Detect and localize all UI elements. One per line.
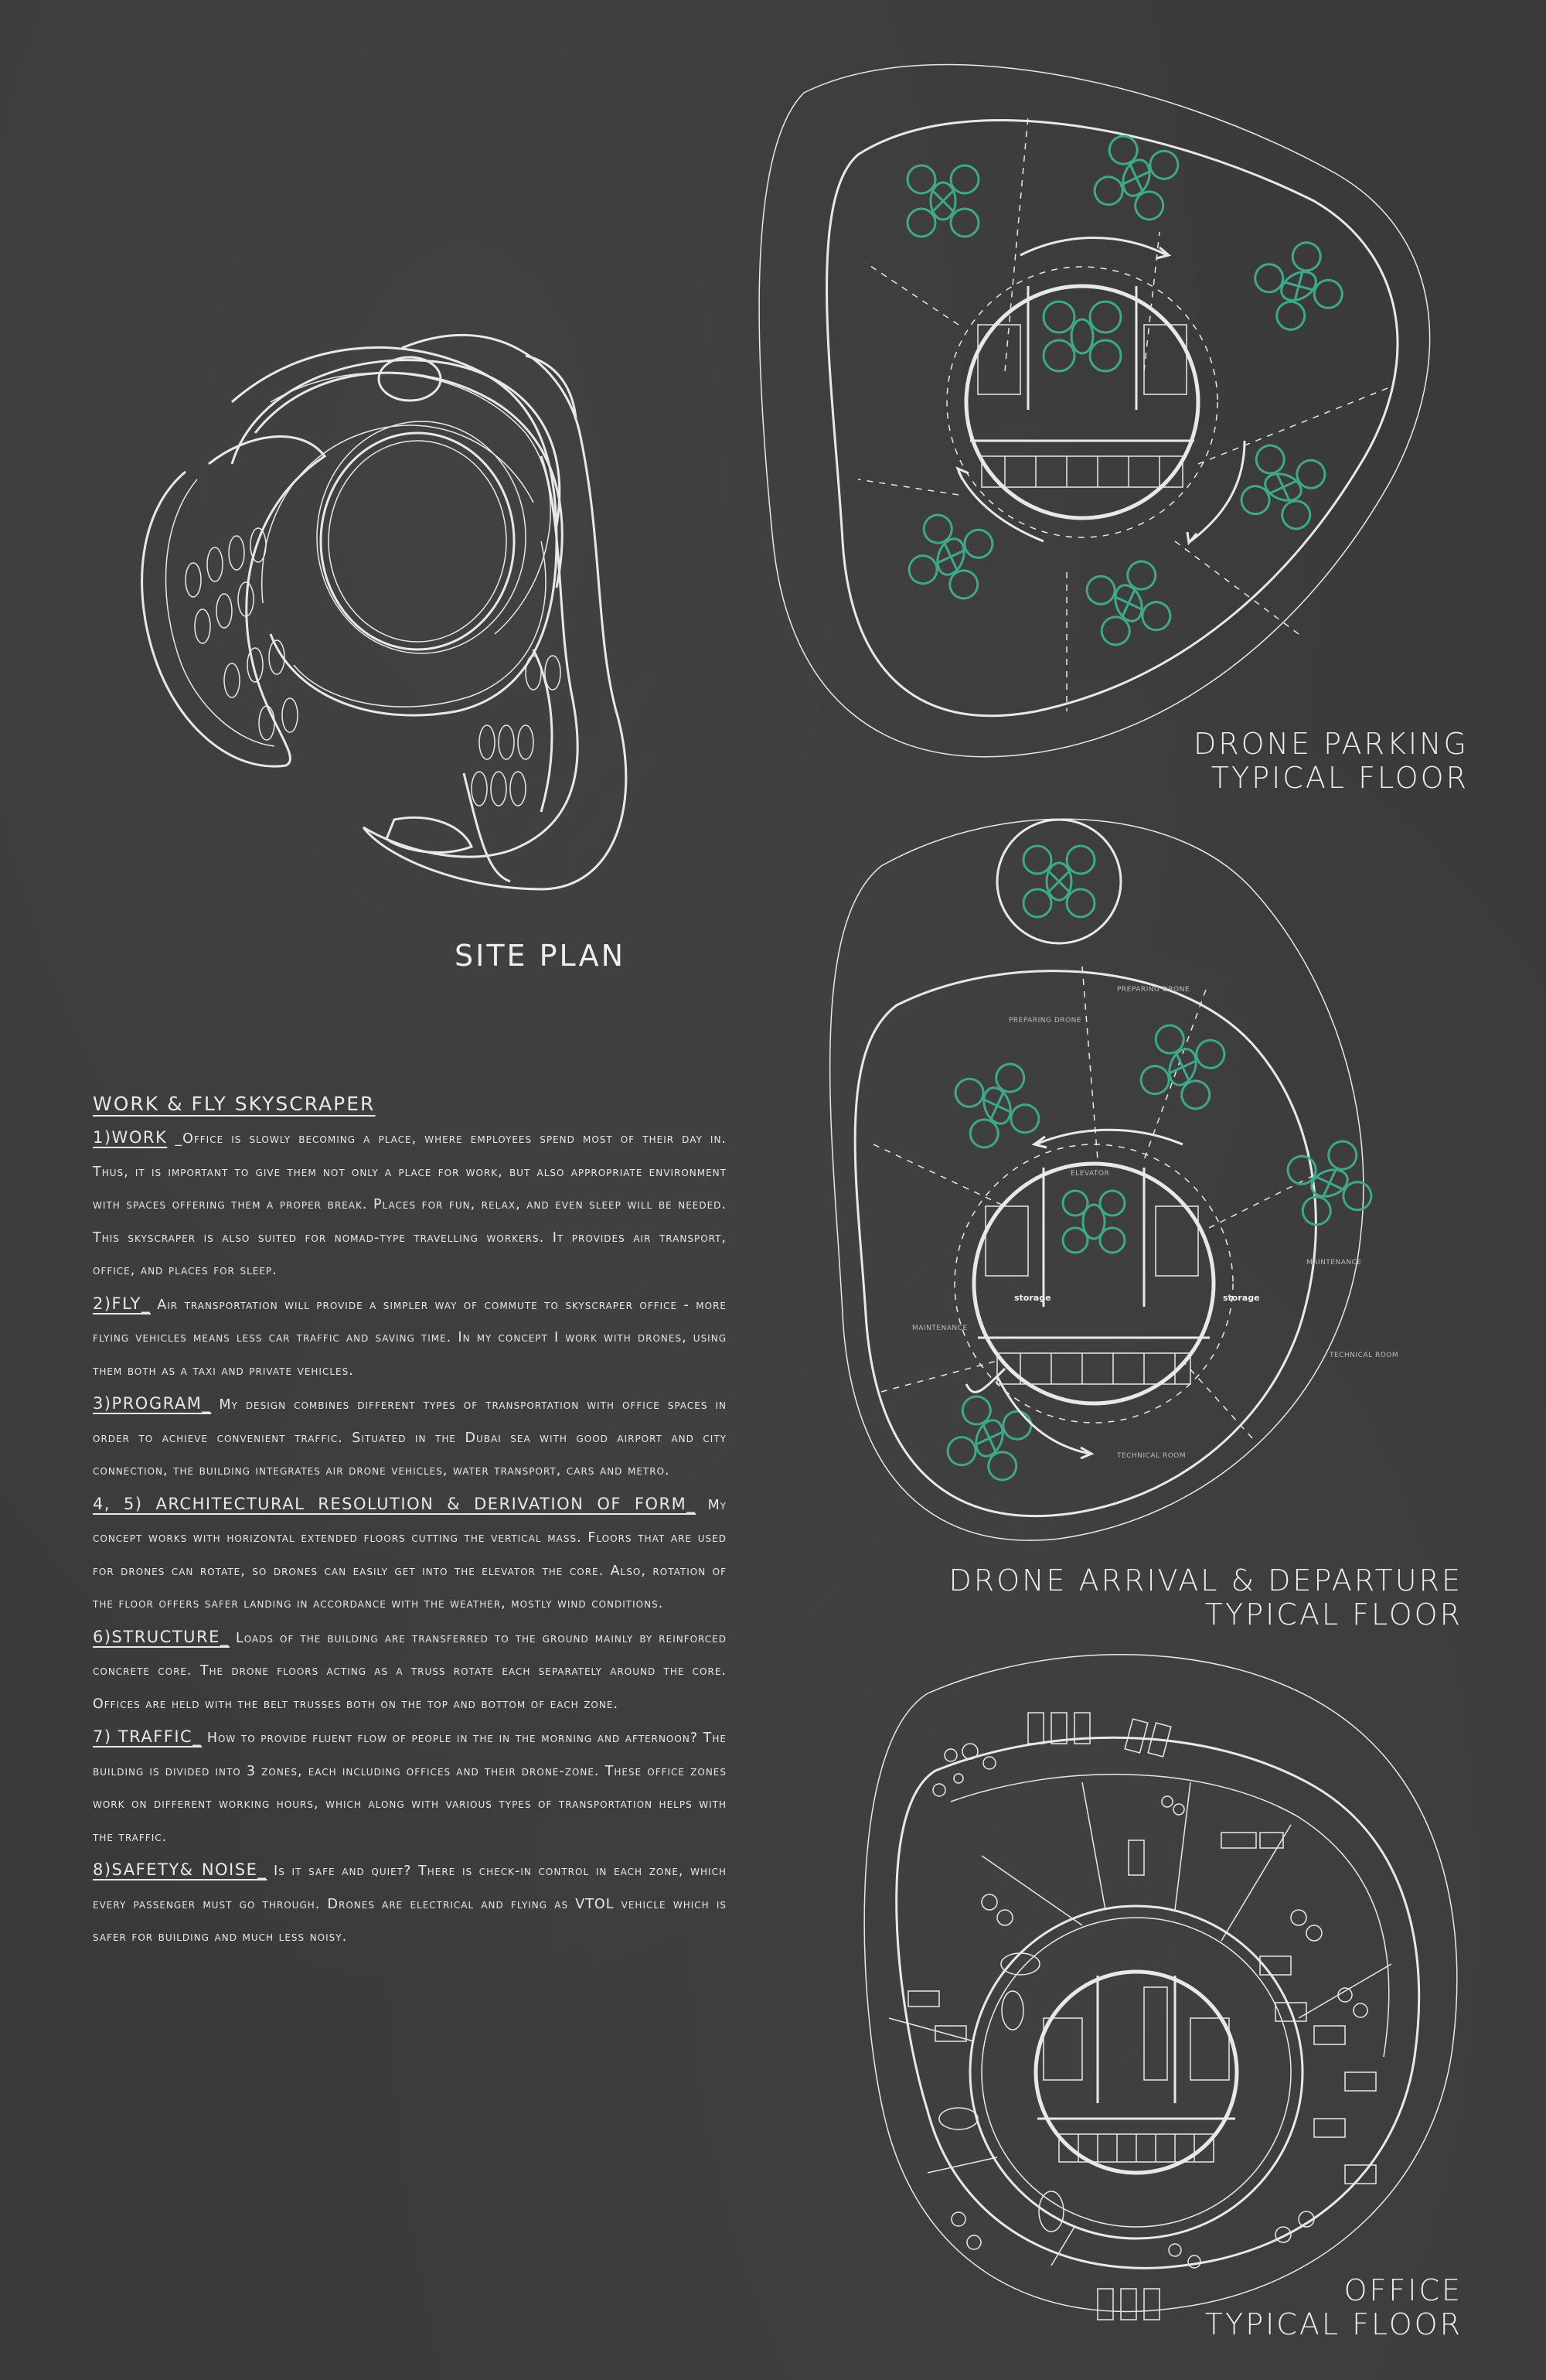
- site-plan-caption: SITE PLAN: [455, 939, 626, 973]
- section-fly: [93, 1287, 727, 1388]
- drone-parking-caption-line1: DRONE PARKING: [1194, 727, 1469, 761]
- office-caption-line2: TYPICAL FLOOR: [1204, 2307, 1463, 2341]
- drone-arrival-caption-line1: DRONE ARRIVAL & DEPARTURE: [948, 1563, 1463, 1597]
- label-storage-right: storage: [1223, 1293, 1260, 1303]
- description-title: WORK & FLY SKYSCRAPER: [93, 1093, 376, 1115]
- section-safety: [93, 1853, 727, 1954]
- section-body: _Office is slowly becoming a place, where employees spend most of their day in. Thus, it is important to give them not only a place for work, but also appropriate environment with spaces offering them a proper break. Places for fun, relax, and even sleep will be needed. This skyscraper is also suited for nomad-type travelling workers. It provides air transport, office, and places for sleep.: [93, 1131, 727, 1278]
- label-elevator: ELEVATOR: [1071, 1170, 1110, 1178]
- label-preparing-drone-1: PREPARING DRONE: [1009, 1017, 1082, 1025]
- office-caption: [1082, 2273, 1463, 2341]
- label-maintenance-right: MAINTENANCE: [1306, 1259, 1362, 1267]
- section-body: My concept works with horizontal extended floors cutting the vertical mass. Floors that are used for drones can rotate, so drones can easily get into the elevator the core. Also, rotation of the floor offers safer landing in accordance with the weather, mostly wind conditions.: [93, 1497, 727, 1611]
- label-storage-left: storage: [1014, 1293, 1051, 1303]
- project-description: [93, 1089, 727, 1954]
- section-body: Is it safe and quiet? There is check-in control in each zone, which every passenger must go through. Drones are electrical and flying as VTOL vehicle which is safer for building and much less noisy.: [93, 1863, 727, 1945]
- label-maintenance-left: MAINTENANCE: [912, 1325, 968, 1332]
- section-body: Loads of the building are transferred to the ground mainly by reinforced concrete core. The drone floors acting as a truss rotate each separately around the core. Offices are held with the belt trusses both on the top and bottom of each zone.: [93, 1630, 727, 1712]
- section-body: My design combines different types of transportation with office spaces in order to achieve convenient traffic. Situated in the Dubai sea with good airport and city connection, the building integrates air drone vehicles, water transport, cars and metro.: [93, 1397, 727, 1478]
- section-head: 6)STRUCTURE_: [93, 1627, 230, 1646]
- section-head: 4, 5) ARCHITECTURAL RESOLUTION & DERIVATION OF FORM_: [93, 1494, 696, 1513]
- section-structure: [93, 1621, 727, 1721]
- label-preparing-drone-2: PREPARING DRONE: [1117, 986, 1190, 994]
- section-body: Air transportation will provide a simpler way of commute to skyscraper office - more flying vehicles means less car traffic and saving time. In my concept I work with drones, using them both as a taxi and private vehicles.: [93, 1297, 727, 1379]
- section-head: 2)FLY_: [93, 1294, 151, 1313]
- section-traffic: [93, 1720, 727, 1853]
- section-head: 8)SAFETY& NOISE_: [93, 1860, 267, 1879]
- drone-arrival-caption-line2: TYPICAL FLOOR: [1204, 1597, 1463, 1632]
- label-technical-room-right: TECHNICAL ROOM: [1330, 1352, 1399, 1359]
- section-head: 3)PROGRAM_: [93, 1394, 212, 1413]
- section-program: [93, 1387, 727, 1488]
- section-head: 7) TRAFFIC_: [93, 1727, 203, 1746]
- section-body: How to provide fluent flow of people in the in the morning and afternoon? The building is divided into 3 zones, each including offices and their drone-zone. These office zones work on different working hours, which along with various types of transportation helps with the traffic.: [93, 1730, 727, 1845]
- label-technical-room-bottom: TECHNICAL ROOM: [1117, 1452, 1187, 1460]
- drone-parking-caption-line2: TYPICAL FLOOR: [1211, 761, 1469, 795]
- office-caption-line1: OFFICE: [1343, 2273, 1463, 2307]
- section-work: [93, 1121, 727, 1287]
- section-head: 1)WORK: [93, 1128, 168, 1147]
- section-architecture: [93, 1488, 727, 1621]
